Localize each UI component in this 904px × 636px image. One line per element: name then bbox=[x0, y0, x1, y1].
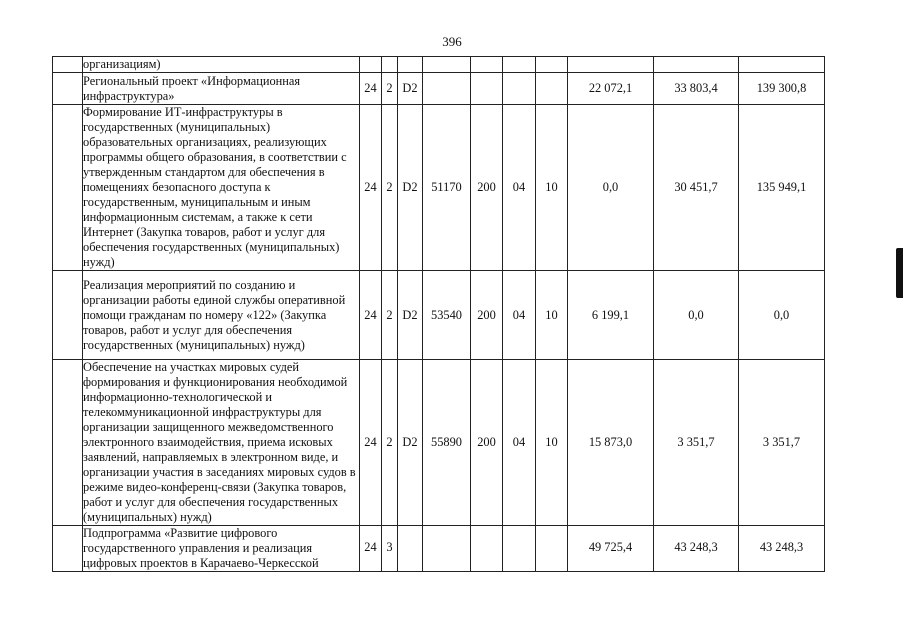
code-cell: 24 bbox=[360, 271, 382, 360]
amount-cell: 6 199,1 bbox=[568, 271, 654, 360]
budget-table bbox=[52, 56, 825, 572]
code-cell bbox=[360, 57, 382, 73]
table-row bbox=[53, 73, 825, 105]
row-name: Региональный проект «Информационная инфраструктура» bbox=[83, 73, 360, 105]
page-number: 396 bbox=[442, 34, 462, 49]
row-name: Подпрограмма «Развитие цифрового государственного управления и реализация цифровых проектов в Карачаево-Черкесской bbox=[83, 526, 360, 572]
table-row bbox=[53, 57, 825, 73]
row-name: организациям) bbox=[83, 57, 360, 73]
code-cell: 10 bbox=[536, 105, 568, 271]
table-row bbox=[53, 105, 825, 271]
code-cell bbox=[423, 526, 471, 572]
code-cell: 2 bbox=[382, 360, 398, 526]
code-cell: 10 bbox=[536, 360, 568, 526]
amount-cell: 22 072,1 bbox=[568, 73, 654, 105]
code-cell bbox=[398, 526, 423, 572]
amount-cell: 139 300,8 bbox=[739, 73, 825, 105]
code-cell: 04 bbox=[503, 105, 536, 271]
code-cell: 24 bbox=[360, 526, 382, 572]
row-name: Обеспечение на участках мировых судей формирования и функционирования необходимой информационно-технологической и телекоммуникационной инфраструктуры для организации защищенного межведомственного электронного взаимодействия, приема исковых заявлений, направляемых в электронном виде, и организации участия в заседаниях мировых судов в режиме видео-конференц-связи (Закупка товаров, работ и услуг для обеспечения государственных (муниципальных) нужд) bbox=[83, 360, 360, 526]
code-cell bbox=[536, 73, 568, 105]
code-cell bbox=[471, 57, 503, 73]
row-marker-cell bbox=[53, 105, 83, 271]
code-cell: 24 bbox=[360, 360, 382, 526]
row-name: Формирование ИТ-инфраструктуры в государственных (муниципальных) образовательных организациях, реализующих программы общего образования, в соответствии с утвержденным стандартом для обеспечения в помещениях безопасного доступа к государственным, муниципальным и иным информационным системам, а также к сети Интернет (Закупка товаров, работ и услуг для обеспечения государственных (муниципальных) нужд) bbox=[83, 105, 360, 271]
amount-cell: 30 451,7 bbox=[654, 105, 739, 271]
code-cell: D2 bbox=[398, 360, 423, 526]
code-cell bbox=[471, 526, 503, 572]
code-cell: D2 bbox=[398, 271, 423, 360]
code-cell bbox=[536, 526, 568, 572]
amount-cell: 135 949,1 bbox=[739, 105, 825, 271]
row-marker-cell bbox=[53, 271, 83, 360]
code-cell: 200 bbox=[471, 271, 503, 360]
code-cell bbox=[503, 57, 536, 73]
amount-cell bbox=[568, 57, 654, 73]
code-cell: 3 bbox=[382, 526, 398, 572]
row-name: Реализация мероприятий по созданию и организации работы единой службы оперативной помощи гражданам по номеру «122» (Закупка товаров, работ и услуг для обеспечения государственных (муниципальных) нужд) bbox=[83, 271, 360, 360]
code-cell: 55890 bbox=[423, 360, 471, 526]
amount-cell: 3 351,7 bbox=[654, 360, 739, 526]
table-row bbox=[53, 526, 825, 572]
code-cell bbox=[503, 526, 536, 572]
amount-cell: 0,0 bbox=[654, 271, 739, 360]
amount-cell: 33 803,4 bbox=[654, 73, 739, 105]
code-cell: 10 bbox=[536, 271, 568, 360]
amount-cell: 0,0 bbox=[568, 105, 654, 271]
amount-cell: 15 873,0 bbox=[568, 360, 654, 526]
amount-cell: 49 725,4 bbox=[568, 526, 654, 572]
amount-cell: 43 248,3 bbox=[739, 526, 825, 572]
row-marker-cell bbox=[53, 73, 83, 105]
amount-cell bbox=[654, 57, 739, 73]
row-marker-cell bbox=[53, 57, 83, 73]
amount-cell: 43 248,3 bbox=[654, 526, 739, 572]
amount-cell: 0,0 bbox=[739, 271, 825, 360]
code-cell: 2 bbox=[382, 105, 398, 271]
code-cell: 24 bbox=[360, 105, 382, 271]
code-cell bbox=[423, 57, 471, 73]
code-cell: D2 bbox=[398, 73, 423, 105]
code-cell: 2 bbox=[382, 73, 398, 105]
code-cell bbox=[471, 73, 503, 105]
row-marker-cell bbox=[53, 526, 83, 572]
row-marker-cell bbox=[53, 360, 83, 526]
code-cell: 04 bbox=[503, 271, 536, 360]
code-cell bbox=[536, 57, 568, 73]
code-cell: 53540 bbox=[423, 271, 471, 360]
code-cell bbox=[423, 73, 471, 105]
code-cell: 200 bbox=[471, 105, 503, 271]
amount-cell: 3 351,7 bbox=[739, 360, 825, 526]
code-cell: 04 bbox=[503, 360, 536, 526]
table-body bbox=[53, 57, 825, 572]
code-cell: 2 bbox=[382, 271, 398, 360]
code-cell: 51170 bbox=[423, 105, 471, 271]
code-cell bbox=[382, 57, 398, 73]
table-row bbox=[53, 271, 825, 360]
code-cell: D2 bbox=[398, 105, 423, 271]
code-cell bbox=[503, 73, 536, 105]
amount-cell bbox=[739, 57, 825, 73]
code-cell bbox=[398, 57, 423, 73]
code-cell: 200 bbox=[471, 360, 503, 526]
code-cell: 24 bbox=[360, 73, 382, 105]
page-edge-mark bbox=[896, 248, 903, 298]
table-row bbox=[53, 360, 825, 526]
